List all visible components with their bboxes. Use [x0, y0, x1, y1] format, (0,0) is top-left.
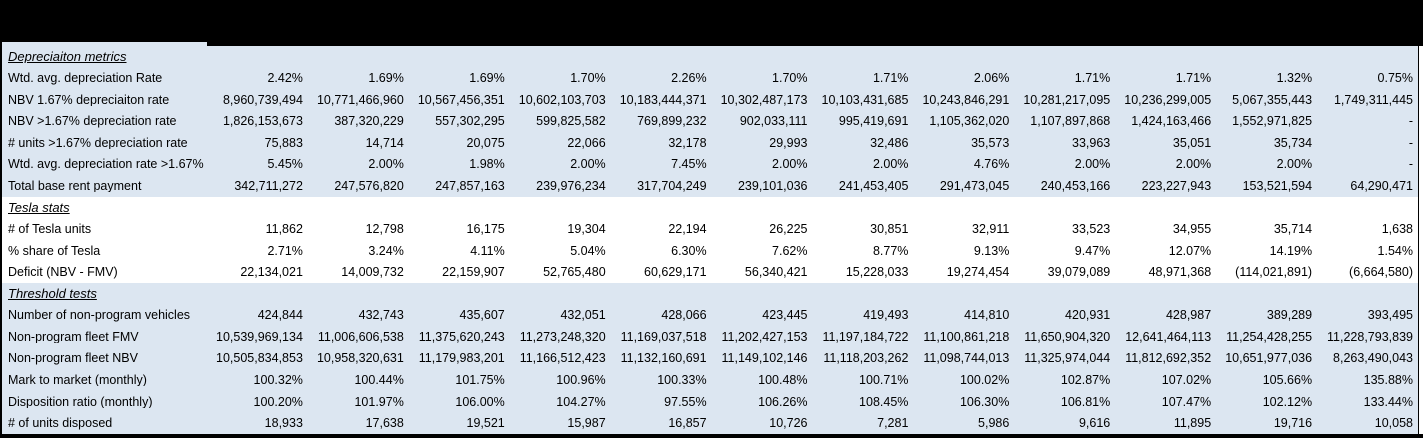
value-cell: 105.66% [1262, 373, 1313, 387]
value-cell: 11,862 [265, 223, 303, 236]
value-cell: 48,971,368 [1148, 266, 1212, 279]
value-cell: 11,325,974,044 [1024, 352, 1111, 365]
value-cell: 1.69% [469, 72, 505, 85]
value-cell: 35,714 [1273, 223, 1313, 236]
value-cell: 1,638 [1381, 223, 1413, 236]
value-cell: 10,243,846,291 [922, 93, 1010, 107]
value-cell: 19,716 [1273, 417, 1313, 430]
value-cell: 3.24% [368, 244, 404, 258]
value-cell: 22,159,907 [442, 266, 505, 279]
row-label: Wtd. avg. depreciation rate >1.67% [8, 158, 204, 171]
value-cell: 16,175 [466, 223, 505, 236]
value-cell: 133.44% [1363, 395, 1413, 409]
row-label: Non-program fleet NBV [8, 352, 138, 365]
value-cell: 241,453,405 [838, 179, 909, 193]
row-label: Disposition ratio (monthly) [8, 395, 153, 409]
header-black-band [0, 0, 1423, 46]
value-cell: 428,987 [1165, 309, 1212, 322]
table-body [0, 46, 1419, 434]
value-cell: 247,576,820 [334, 179, 404, 193]
section-title: Tesla stats [8, 201, 70, 215]
value-cell: 35,051 [1172, 136, 1212, 150]
value-cell: 5,067,355,443 [1232, 93, 1313, 107]
value-cell: 107.47% [1161, 395, 1212, 409]
value-cell: 10,958,320,631 [316, 352, 404, 365]
value-cell: 239,976,234 [536, 179, 606, 193]
table-row [2, 175, 1418, 197]
value-cell: 10,505,834,853 [216, 352, 303, 365]
value-cell: 7.62% [772, 244, 808, 258]
value-cell: 0.75% [1377, 72, 1413, 85]
value-cell: 8,960,739,494 [222, 93, 303, 107]
value-cell: 11,895 [1173, 417, 1212, 430]
row-label: Wtd. avg. depreciation Rate [8, 72, 163, 85]
section-title: Depreciaiton metrics [8, 50, 127, 64]
value-cell: 1,105,362,020 [929, 115, 1010, 128]
value-cell: 12,798 [365, 223, 404, 236]
value-cell: 14,009,732 [341, 266, 404, 279]
table-row [2, 262, 1418, 284]
row-label: NBV >1.67% depreciation rate [8, 115, 177, 128]
value-cell: 22,066 [567, 136, 606, 150]
value-cell: 599,825,582 [536, 115, 606, 128]
value-cell: 1.32% [1276, 72, 1313, 85]
value-cell: 5.45% [267, 158, 303, 171]
row-label: Total base rent payment [8, 179, 142, 193]
value-cell: 56,340,421 [744, 266, 808, 279]
row-label: Non-program fleet FMV [8, 330, 139, 344]
value-cell: 902,033,111 [739, 115, 808, 128]
value-cell: 32,486 [870, 136, 909, 150]
value-cell: 557,302,295 [435, 115, 505, 128]
value-cell: 2.00% [1074, 158, 1111, 171]
value-cell: (6,664,580) [1349, 266, 1413, 279]
value-cell: 97.55% [664, 395, 707, 409]
value-cell: 17,638 [365, 417, 404, 430]
value-cell: 2.00% [1175, 158, 1212, 171]
value-cell: 102.12% [1262, 395, 1313, 409]
value-cell: 420,931 [1065, 309, 1111, 322]
value-cell: 2.06% [973, 72, 1010, 85]
value-cell: 101.97% [354, 395, 404, 409]
value-cell: 106.26% [758, 395, 808, 409]
value-cell: 11,179,983,201 [418, 352, 505, 365]
value-cell: 16,857 [668, 417, 707, 430]
value-cell: 60,629,171 [644, 266, 707, 279]
section-header-row [2, 283, 1418, 305]
value-cell: 11,202,427,153 [721, 330, 808, 344]
value-cell: 4.76% [973, 158, 1010, 171]
value-cell: 30,851 [870, 223, 909, 236]
value-cell: 2.00% [368, 158, 404, 171]
value-cell: 32,911 [972, 223, 1010, 236]
value-cell: 10,726 [769, 417, 808, 430]
value-cell: 317,704,249 [637, 179, 707, 193]
value-cell: 100.48% [758, 373, 808, 387]
value-cell: 35,734 [1273, 136, 1313, 150]
value-cell: 11,254,428,255 [1226, 330, 1313, 344]
value-cell: 291,473,045 [939, 179, 1010, 193]
table-row [2, 348, 1418, 370]
value-cell: 106.81% [1060, 395, 1111, 409]
table-row [2, 391, 1418, 413]
value-cell: 100.33% [657, 373, 707, 387]
value-cell: 10,567,456,351 [417, 93, 505, 107]
value-cell: 342,711,272 [234, 179, 303, 193]
value-cell: 7,281 [877, 417, 909, 430]
value-cell: - [1408, 158, 1413, 171]
value-cell: 14.19% [1269, 244, 1313, 258]
value-cell: 106.30% [959, 395, 1010, 409]
value-cell: 10,236,299,005 [1124, 93, 1212, 107]
value-cell: 10,539,969,134 [216, 330, 303, 344]
value-cell: 1,749,311,445 [1333, 93, 1413, 107]
value-cell: 432,051 [560, 309, 606, 322]
value-cell: 769,899,232 [637, 115, 707, 128]
value-cell: 11,273,248,320 [519, 330, 606, 344]
value-cell: - [1408, 136, 1413, 150]
value-cell: 1,107,897,868 [1030, 115, 1111, 128]
value-cell: - [1408, 115, 1413, 128]
value-cell: 1.69% [368, 72, 404, 85]
value-cell: 100.32% [253, 373, 303, 387]
value-cell: 11,098,744,013 [923, 352, 1010, 365]
value-cell: 11,169,037,518 [620, 330, 707, 344]
value-cell: 10,651,977,036 [1225, 352, 1313, 365]
row-label: # units >1.67% depreciation rate [8, 136, 188, 150]
value-cell: 11,228,793,839 [1327, 330, 1413, 344]
value-cell: 29,993 [769, 136, 808, 150]
value-cell: 435,607 [459, 309, 505, 322]
table-row [2, 219, 1418, 241]
value-cell: 6.30% [671, 244, 707, 258]
value-cell: 14,714 [365, 136, 404, 150]
value-cell: 7.45% [671, 158, 707, 171]
value-cell: 2.00% [772, 158, 808, 171]
value-cell: 428,066 [661, 309, 707, 322]
value-cell: 2.00% [570, 158, 606, 171]
value-cell: 424,844 [257, 309, 303, 322]
value-cell: 26,225 [769, 223, 808, 236]
value-cell: 101.75% [455, 373, 505, 387]
value-cell: 10,103,431,685 [821, 93, 909, 107]
value-cell: 2.26% [671, 72, 707, 85]
table-row [2, 111, 1418, 133]
table-bottom-border [0, 434, 1423, 438]
value-cell: 100.20% [253, 395, 303, 409]
value-cell: 5.04% [570, 244, 606, 258]
value-cell: 100.96% [556, 373, 606, 387]
value-cell: 1.54% [1377, 244, 1413, 258]
value-cell: 995,419,691 [838, 115, 909, 128]
value-cell: 1.70% [772, 72, 808, 85]
value-cell: 100.44% [354, 373, 404, 387]
value-cell: 108.45% [859, 395, 909, 409]
value-cell: 387,320,229 [334, 115, 404, 128]
value-cell: 9.47% [1074, 244, 1111, 258]
table-row [2, 132, 1418, 154]
value-cell: 64,290,471 [1350, 179, 1413, 193]
value-cell: 106.00% [455, 395, 505, 409]
value-cell: 393,495 [1367, 309, 1413, 322]
table-row [2, 305, 1418, 327]
value-cell: 11,118,203,262 [823, 352, 909, 365]
value-cell: 9,616 [1078, 417, 1111, 430]
table-row [2, 68, 1418, 90]
table-row [2, 89, 1418, 111]
value-cell: 11,375,620,243 [418, 330, 505, 344]
value-cell: 100.71% [859, 373, 909, 387]
value-cell: 11,149,102,146 [721, 352, 808, 365]
value-cell: 11,197,184,722 [822, 330, 909, 344]
value-cell: 33,523 [1072, 223, 1111, 236]
value-cell: 2.71% [267, 244, 303, 258]
table-row [2, 413, 1418, 435]
table-row [2, 326, 1418, 348]
section-header-row [2, 197, 1418, 219]
value-cell: 102.87% [1060, 373, 1111, 387]
value-cell: 22,134,021 [240, 266, 303, 279]
value-cell: 414,810 [964, 309, 1010, 322]
value-cell: 11,166,512,423 [519, 352, 606, 365]
value-cell: 153,521,594 [1242, 179, 1313, 193]
value-cell: 104.27% [556, 395, 606, 409]
value-cell: 52,765,480 [543, 266, 606, 279]
value-cell: 12.07% [1168, 244, 1212, 258]
value-cell: 1.71% [1074, 72, 1111, 85]
value-cell: 33,963 [1072, 136, 1111, 150]
value-cell: 20,075 [466, 136, 505, 150]
value-cell: 1,826,153,673 [222, 115, 303, 128]
value-cell: 2.00% [1276, 158, 1313, 171]
value-cell: 22,194 [668, 223, 707, 236]
value-cell: 10,183,444,371 [619, 93, 707, 107]
row-label: Deficit (NBV - FMV) [8, 266, 118, 279]
value-cell: 10,281,217,095 [1023, 93, 1111, 107]
value-cell: 100.02% [959, 373, 1010, 387]
value-cell: 19,274,454 [946, 266, 1010, 279]
value-cell: 1,424,163,466 [1131, 115, 1212, 128]
value-cell: 11,100,861,218 [923, 330, 1010, 344]
value-cell: 223,227,943 [1141, 179, 1212, 193]
value-cell: 10,058 [1374, 417, 1413, 430]
value-cell: 11,650,904,320 [1024, 330, 1111, 344]
table-row [2, 154, 1418, 176]
value-cell: 8,263,490,043 [1333, 352, 1413, 365]
value-cell: 10,302,487,173 [720, 93, 808, 107]
value-cell: 2.00% [872, 158, 909, 171]
value-cell: 389,289 [1266, 309, 1313, 322]
value-cell: 11,006,606,538 [317, 330, 404, 344]
row-label: NBV 1.67% depreciaiton rate [8, 93, 170, 107]
row-label: # of Tesla units [8, 223, 92, 236]
section-title: Threshold tests [8, 287, 97, 301]
value-cell: (114,021,891) [1235, 266, 1313, 279]
value-cell: 11,812,692,352 [1125, 352, 1212, 365]
value-cell: 15,987 [567, 417, 606, 430]
value-cell: 75,883 [264, 136, 303, 150]
value-cell: 15,228,033 [845, 266, 909, 279]
value-cell: 10,602,103,703 [518, 93, 606, 107]
value-cell: 4.11% [470, 244, 505, 258]
value-cell: 1.98% [469, 158, 505, 171]
row-label: Number of non-program vehicles [8, 309, 191, 322]
section-header-row [2, 46, 1418, 68]
value-cell: 2.42% [267, 72, 303, 85]
value-cell: 9.13% [973, 244, 1010, 258]
value-cell: 239,101,036 [737, 179, 808, 193]
value-cell: 8.77% [872, 244, 909, 258]
value-cell: 10,771,466,960 [316, 93, 404, 107]
value-cell: 11,132,160,691 [620, 352, 707, 365]
value-cell: 32,178 [668, 136, 707, 150]
value-cell: 18,933 [264, 417, 303, 430]
value-cell: 5,986 [978, 417, 1010, 430]
value-cell: 39,079,089 [1047, 266, 1111, 279]
value-cell: 12,641,464,113 [1125, 330, 1212, 344]
value-cell: 1,552,971,825 [1232, 115, 1313, 128]
value-cell: 247,857,163 [435, 179, 505, 193]
value-cell: 1.71% [1175, 72, 1212, 85]
value-cell: 107.02% [1161, 373, 1212, 387]
value-cell: 1.70% [570, 72, 606, 85]
table-row [2, 369, 1418, 391]
row-label: Mark to market (monthly) [8, 373, 147, 387]
value-cell: 35,573 [971, 136, 1010, 150]
row-label: % share of Tesla [8, 244, 101, 258]
table-row [2, 240, 1418, 262]
value-cell: 423,445 [762, 309, 808, 322]
row-label: # of units disposed [8, 417, 113, 430]
value-cell: 419,493 [863, 309, 909, 322]
value-cell: 240,453,166 [1040, 179, 1111, 193]
value-cell: 135.88% [1363, 373, 1413, 387]
value-cell: 432,743 [358, 309, 404, 322]
value-cell: 19,521 [466, 417, 505, 430]
value-cell: 34,955 [1172, 223, 1212, 236]
value-cell: 19,304 [567, 223, 606, 236]
value-cell: 1.71% [872, 72, 909, 85]
